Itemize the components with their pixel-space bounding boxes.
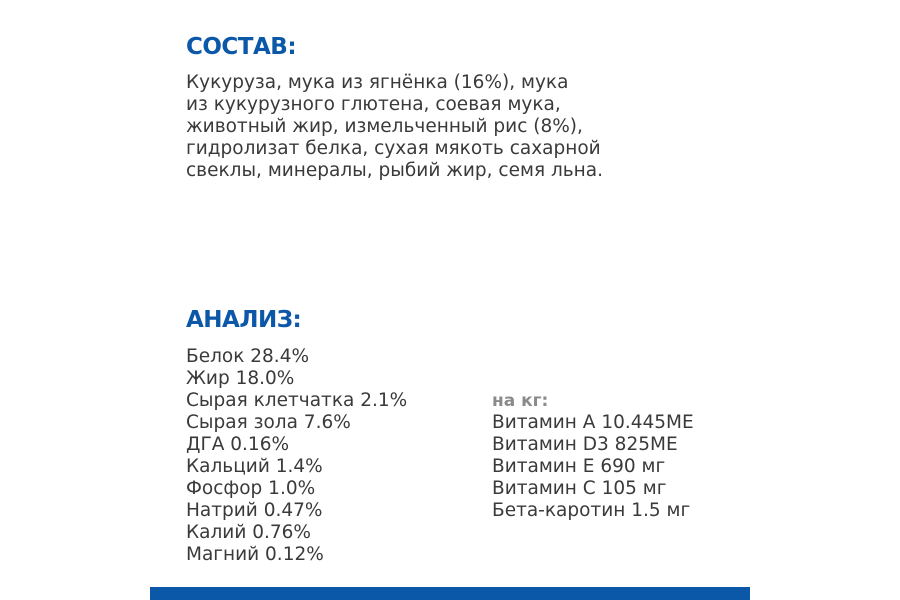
composition-heading: СОСТАВ: [186, 34, 297, 60]
composition-line: животный жир, измельченный рис (8%), [186, 116, 583, 137]
vitamin-item: Витамин С 105 мг [492, 478, 667, 499]
vitamin-list [492, 412, 694, 522]
analysis-item: Сырая клетчатка 2.1% [186, 390, 408, 411]
bottom-accent-bar [150, 587, 750, 600]
vitamin-item: Бета-каротин 1.5 мг [492, 500, 691, 521]
analysis-item: Натрий 0.47% [186, 500, 323, 521]
analysis-heading: АНАЛИЗ: [186, 307, 302, 333]
analysis-item: Кальций 1.4% [186, 456, 323, 477]
analysis-item: Калий 0.76% [186, 522, 311, 543]
analysis-item: Магний 0.12% [186, 544, 324, 565]
per-kg-label: на кг: [492, 391, 549, 411]
composition-text [186, 72, 656, 182]
analysis-list [186, 346, 407, 566]
composition-line: из кукурузного глютена, соевая мука, [186, 94, 561, 115]
vitamin-item: Витамин D3 825МЕ [492, 434, 678, 455]
analysis-item: Фосфор 1.0% [186, 478, 316, 499]
analysis-item: ДГА 0.16% [186, 434, 290, 455]
vitamin-item: Витамин Е 690 мг [492, 456, 666, 477]
composition-line: гидролизат белка, сухая мякоть сахарной [186, 138, 601, 159]
analysis-item: Сырая зола 7.6% [186, 412, 351, 433]
analysis-item: Белок 28.4% [186, 346, 310, 367]
analysis-item: Жир 18.0% [186, 368, 295, 389]
composition-line: свеклы, минералы, рыбий жир, семя льна. [186, 160, 603, 181]
composition-line: Кукуруза, мука из ягнёнка (16%), мука [186, 72, 569, 93]
vitamin-item: Витамин А 10.445МЕ [492, 412, 694, 433]
per-kg-section [492, 390, 694, 522]
